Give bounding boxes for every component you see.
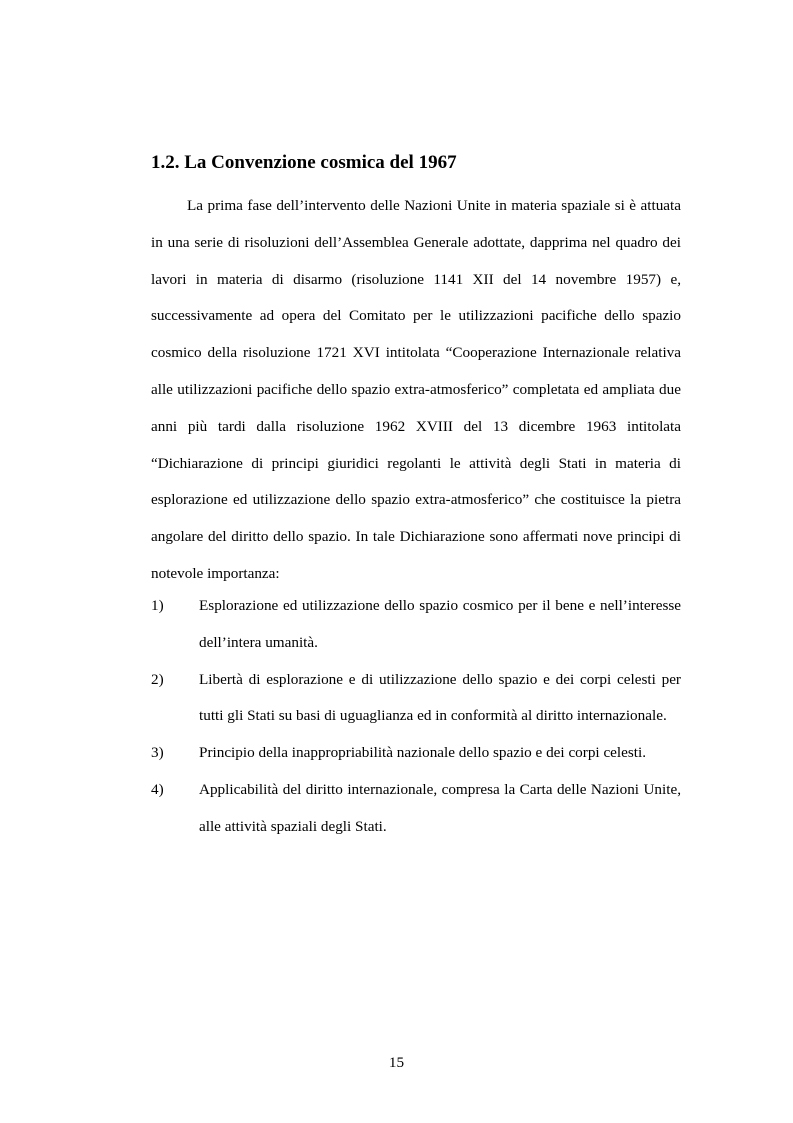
list-item-text: Esplorazione ed utilizzazione dello spazio cosmico per il bene e nell’interesse dell’intera umanità. bbox=[199, 597, 681, 651]
list-item-text: Libertà di esplorazione e di utilizzazione dello spazio e dei corpi celesti per tutti gli Stati su basi di uguaglianza ed in conformità al diritto internazionale. bbox=[199, 670, 681, 725]
list-item-number: 3) bbox=[151, 744, 164, 762]
list-item-text: Principio della inappropriabilità nazionale dello spazio e dei corpi celesti. bbox=[199, 744, 647, 762]
list-item bbox=[151, 662, 681, 736]
principles-list bbox=[151, 588, 681, 846]
list-item-number: 4) bbox=[151, 780, 164, 798]
page-number: 15 bbox=[388, 1054, 405, 1071]
body-paragraph: La prima fase dell’intervento delle Nazioni Unite in materia spaziale si è attuata in una serie di risoluzioni dell’Assemblea Generale adottate, dapprima nel quadro dei lavori in materia di disarmo (risoluzione 1141 XII del 14 novembre 1957) e, successivamente ad opera del Comitato per le utilizzazioni pacifiche dello spazio cosmico della risoluzione 1721 XVI intitolata “Cooperazione Internazionale relativa alle utilizzazioni pacifiche dello spazio extra-atmosferico” completata ed ampliata due anni più tardi dalla risoluzione 1962 XVIII del 13 dicembre 1963 intitolata “Dichiarazione di principi giuridici regolanti le attività degli Stati in materia di esplorazione ed utilizzazione dello spazio extra-atmosferico” che costituisce la pietra angolare del diritto dello spazio. In tale Dichiarazione sono affermati nove principi di notevole importanza: bbox=[151, 197, 681, 582]
list-item bbox=[151, 735, 681, 772]
list-item-number: 2) bbox=[151, 670, 164, 688]
list-item-text: Applicabilità del diritto internazionale, compresa la Carta delle Nazioni Unite, alle attività spaziali degli Stati. bbox=[199, 780, 681, 835]
section-heading: 1.2. La Convenzione cosmica del 1967 bbox=[151, 152, 457, 173]
list-item bbox=[151, 772, 681, 846]
list-item-number: 1) bbox=[151, 597, 164, 614]
list-item bbox=[151, 588, 681, 662]
